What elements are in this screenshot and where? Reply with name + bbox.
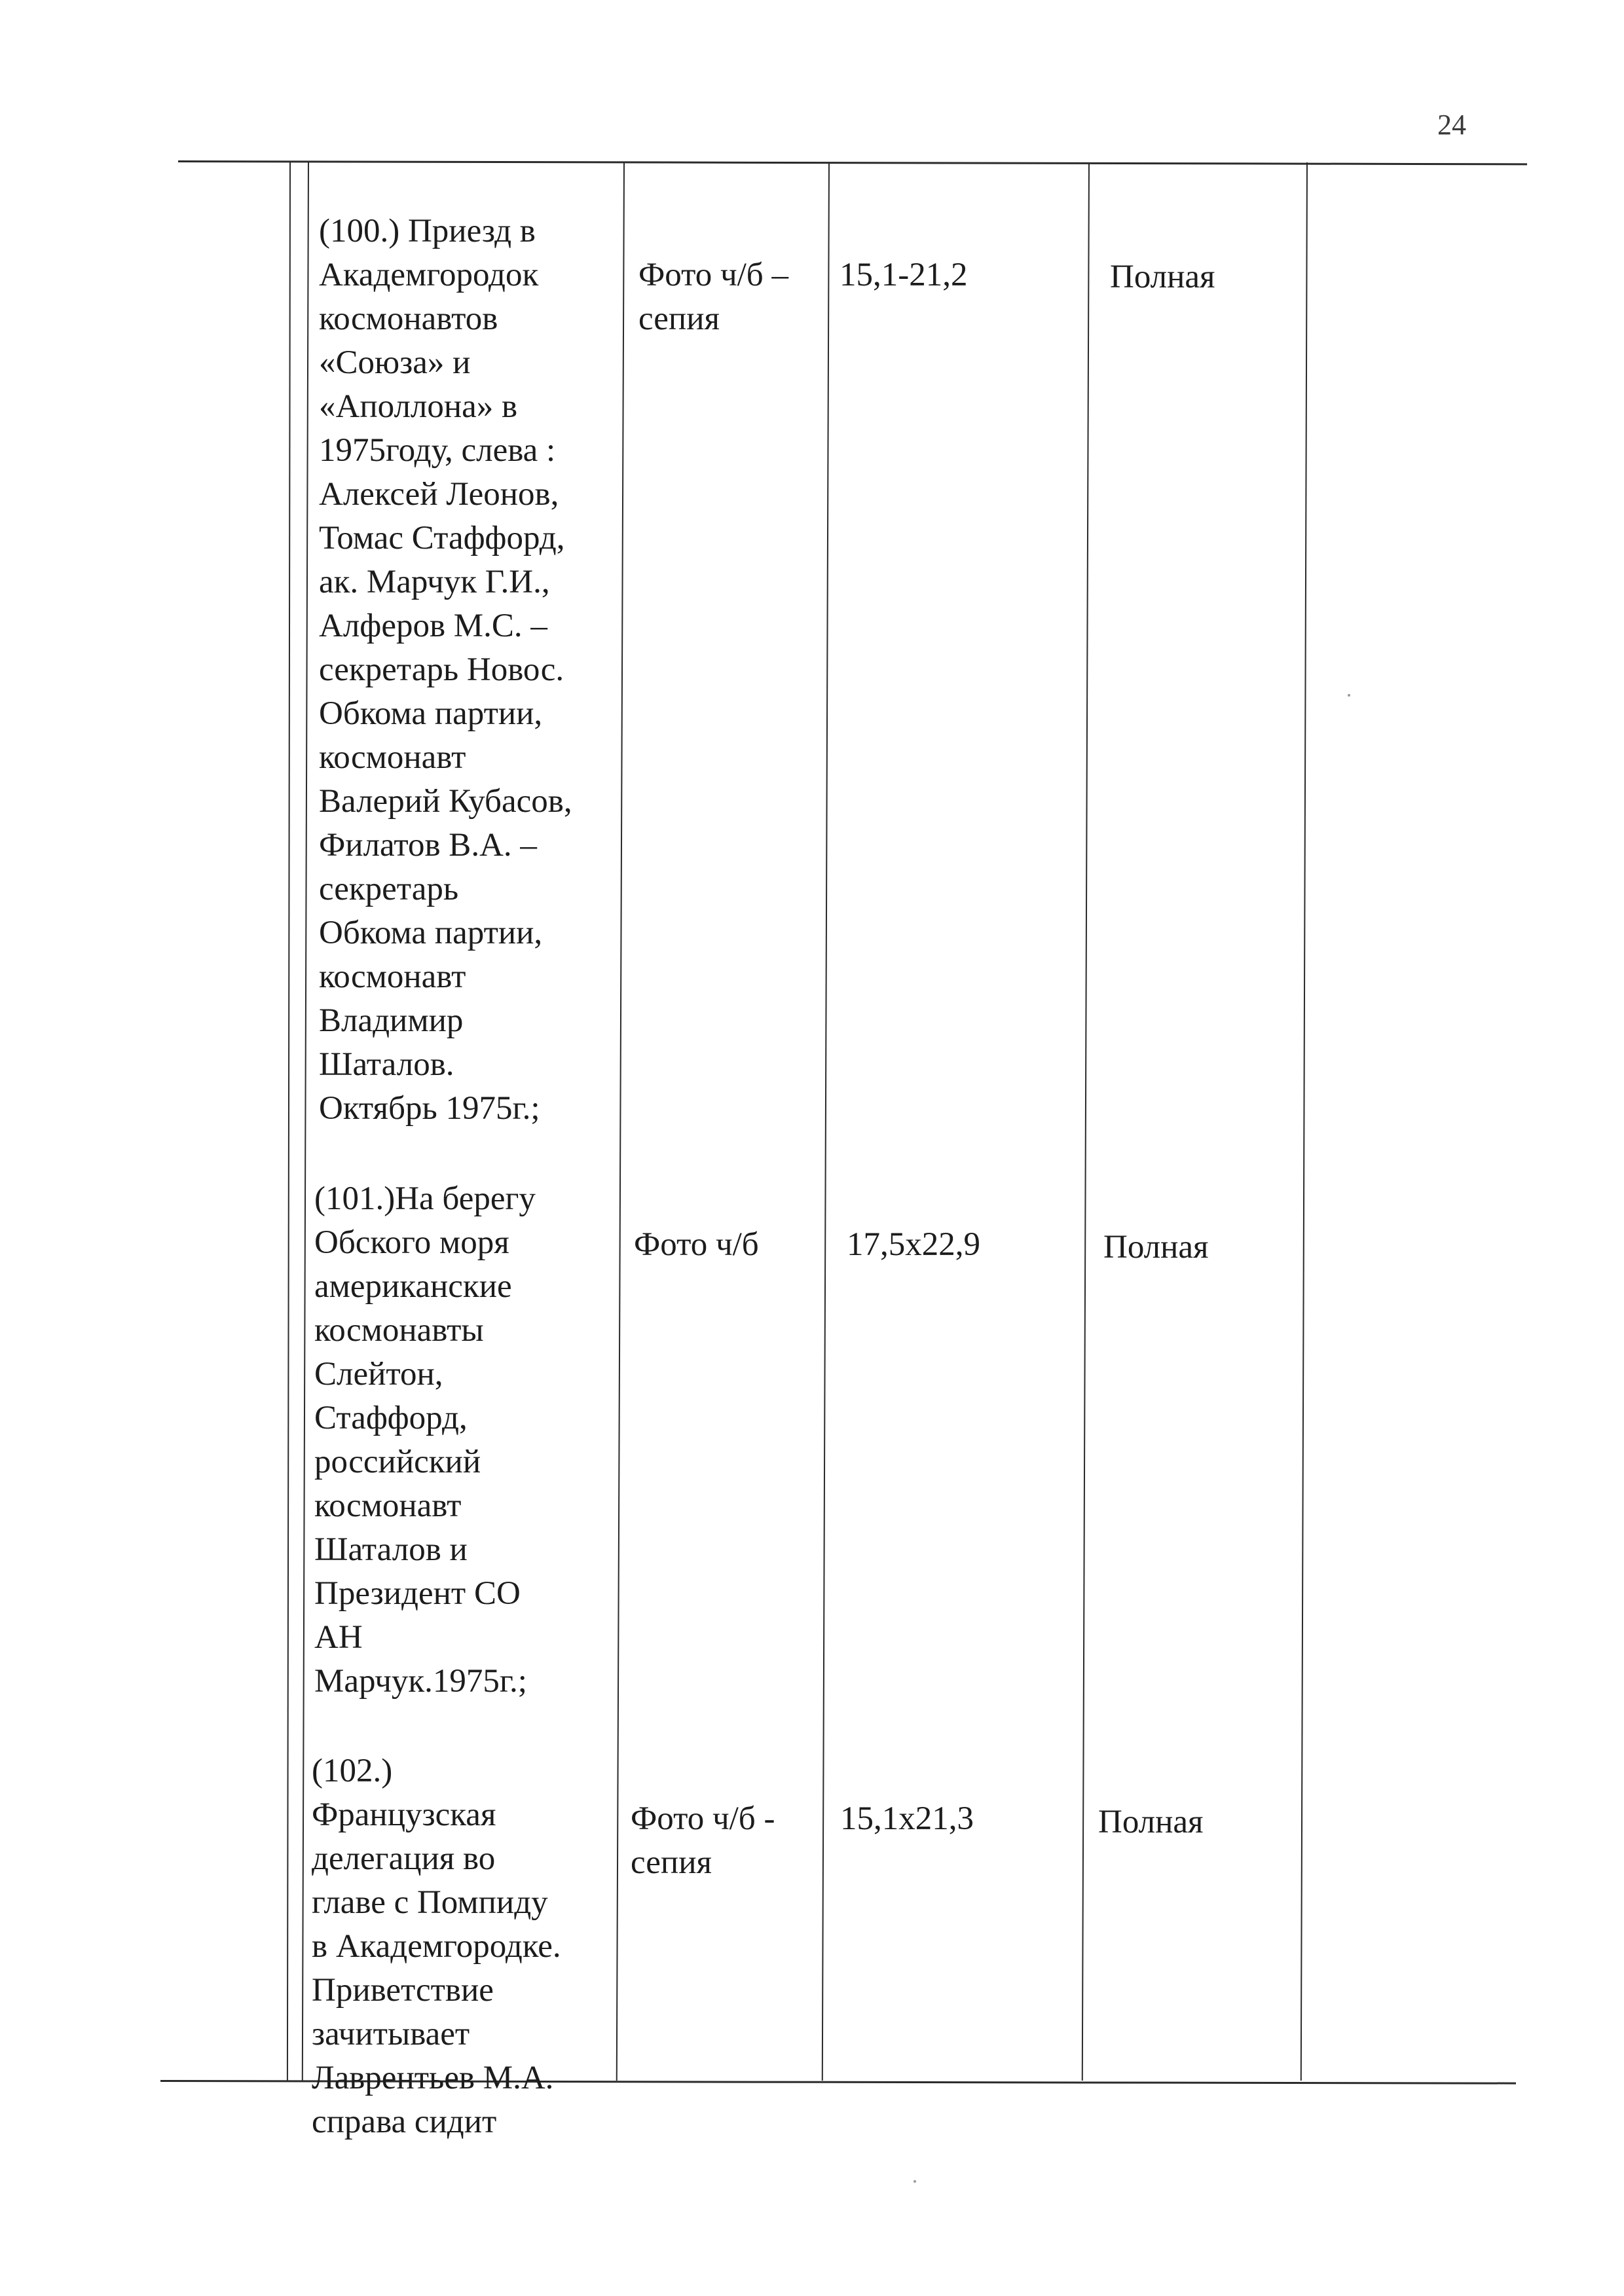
row-size: 17,5х22,9 — [847, 1226, 980, 1263]
scan-speck — [1348, 694, 1350, 697]
row-description: (101.)На берегу Обского моря американские космонавты Слейтон, Стаффорд, российский космонавт Шаталов и Президент СО АН Марчук.1975г.; — [314, 1180, 536, 1700]
page-number: 24 — [1437, 109, 1466, 141]
row-size: 15,1-21,2 — [840, 257, 968, 293]
row-completeness: Полная — [1098, 1804, 1204, 1840]
column-divider-2 — [302, 162, 309, 2081]
table-top-border — [178, 160, 1527, 165]
column-divider-4 — [822, 162, 830, 2081]
scan-speck — [913, 2180, 916, 2183]
row-completeness: Полная — [1103, 1229, 1209, 1266]
row-size: 15,1х21,3 — [840, 1800, 974, 1837]
row-completeness: Полная — [1110, 259, 1215, 295]
row-type: Фото ч/б – сепия — [638, 257, 789, 337]
row-type: Фото ч/б — [634, 1226, 759, 1263]
column-divider-5 — [1082, 162, 1090, 2081]
column-divider-6 — [1301, 162, 1308, 2081]
column-divider-1 — [287, 162, 291, 2081]
row-type: Фото ч/б - сепия — [631, 1800, 775, 1881]
row-description: (102.) Французская делегация во главе с Помпиду в Академгородке. Приветствие зачитывает Лаврентьев М.А. справа сидит — [312, 1753, 561, 2140]
row-description: (100.) Приезд в Академгородок космонавтов «Союза» и «Аполлона» в 1975году, слева : Алексей Леонов, Томас Стаффорд, ак. Марчук Г.И., Алферов М.С. – секретарь Новос. Обкома партии, космонавт Валерий Кубасов, Филатов В.А. – секретарь Обкома партии, космонавт Владимир Шаталов. Октябрь 1975г.; — [319, 213, 572, 1127]
